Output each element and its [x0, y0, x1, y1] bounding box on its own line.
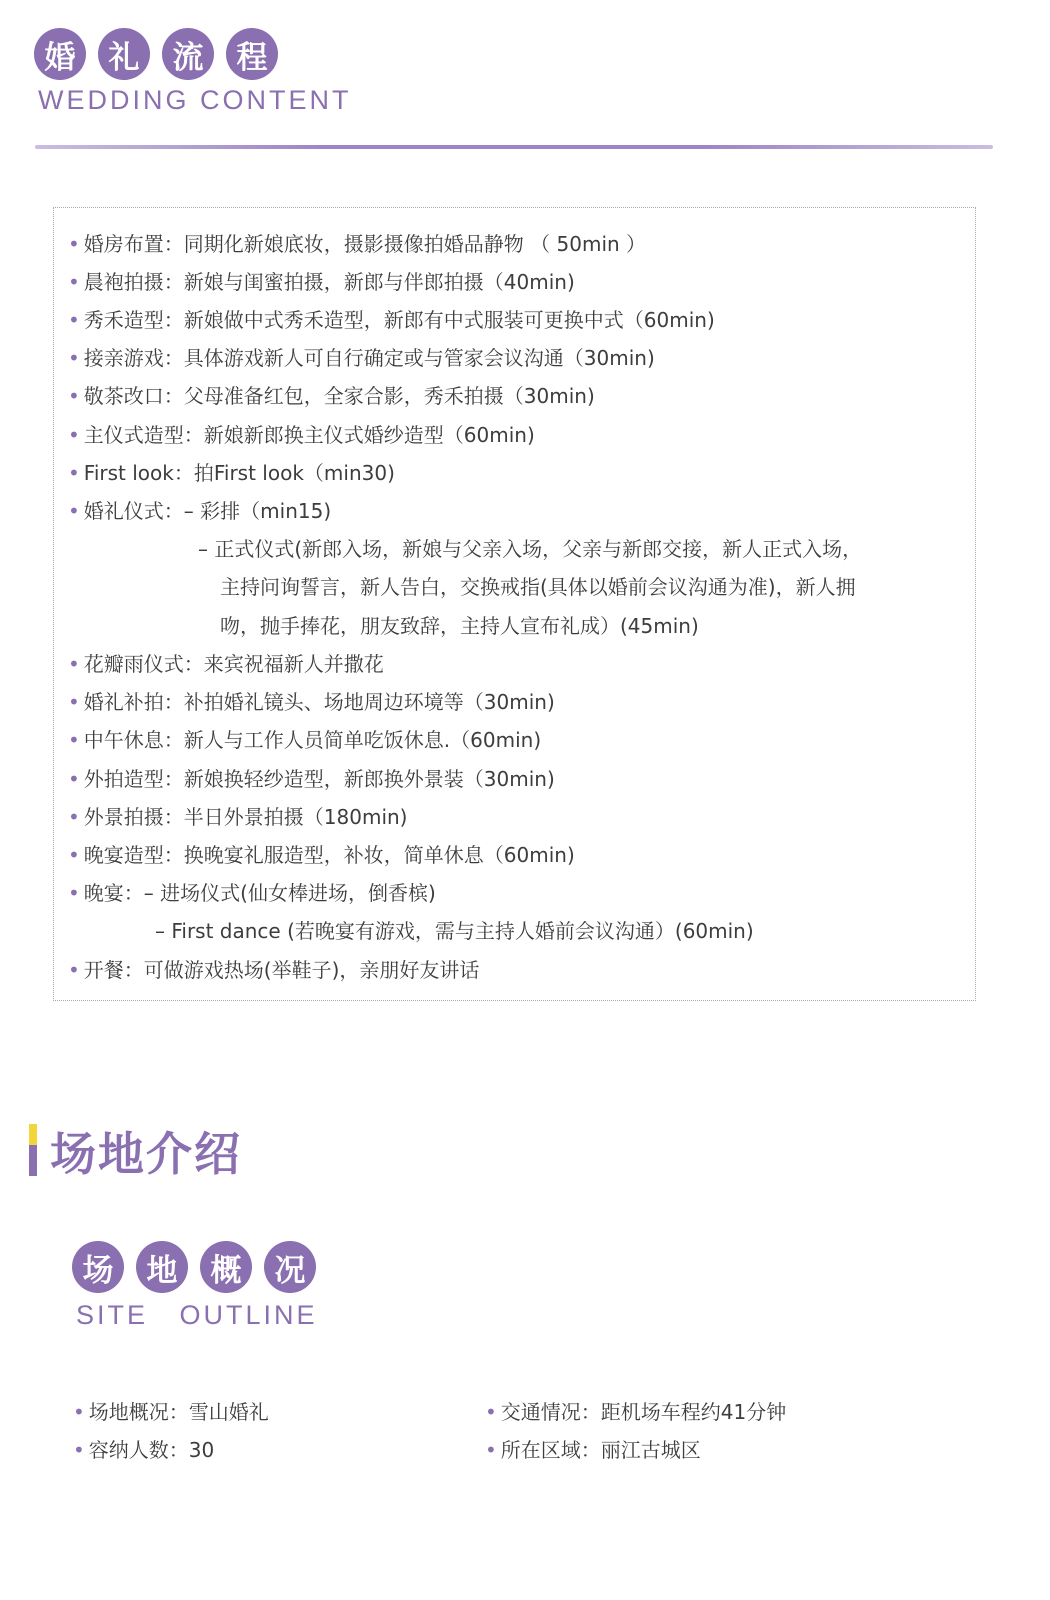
- program-item: [68, 763, 555, 792]
- venue-info-label: 容纳人数：: [88, 1438, 189, 1462]
- program-subitem: [198, 533, 862, 562]
- program-text: 晚宴：– 进场仪式(仙女棒进场，倒香槟): [83, 881, 436, 905]
- bullet-icon: •: [73, 1438, 85, 1462]
- wedding-title-circles: [34, 28, 278, 80]
- wedding-subtitle: WEDDING CONTENT: [38, 85, 352, 115]
- program-text: 外景拍摄：半日外景拍摄（180min): [83, 805, 408, 829]
- program-item: [68, 495, 331, 524]
- program-text: First look：拍First look（min30): [83, 461, 395, 485]
- bullet-icon: •: [68, 308, 80, 332]
- program-text: – First dance (若晚宴有游戏，需与主持人婚前会议沟通）(60min): [155, 919, 754, 943]
- program-item: [68, 457, 395, 486]
- program-item: [68, 342, 655, 371]
- bullet-icon: •: [485, 1400, 497, 1424]
- program-text: 主仪式造型：新娘新郎换主仪式婚纱造型（60min): [83, 423, 535, 447]
- title-char: 流: [162, 28, 214, 80]
- program-text: 外拍造型：新娘换轻纱造型，新郎换外景装（30min): [83, 767, 555, 791]
- program-item: [68, 228, 646, 257]
- site-title-char: 概: [200, 1241, 252, 1293]
- bullet-icon: •: [68, 232, 80, 256]
- title-char: 婚: [34, 28, 86, 80]
- title-char: 程: [226, 28, 278, 80]
- program-text: 花瓣雨仪式：来宾祝福新人并撒花: [83, 652, 384, 676]
- site-title-char: 场: [72, 1241, 124, 1293]
- venue-info-item: [73, 1396, 269, 1425]
- venue-info-label: 场地概况：: [88, 1400, 189, 1424]
- bullet-icon: •: [68, 384, 80, 408]
- program-item: [68, 954, 479, 983]
- program-subitem: [155, 915, 754, 944]
- site-subtitle: SITE OUTLINE: [76, 1300, 318, 1330]
- site-title-char: 况: [264, 1241, 316, 1293]
- venue-info-item: [485, 1396, 786, 1425]
- program-text: 开餐：可做游戏热场(举鞋子)，亲朋好友讲话: [83, 958, 480, 982]
- program-text: 婚房布置：同期化新娘底妆，摄影摄像拍婚品静物 （ 50min ）: [83, 232, 647, 256]
- program-text: 秀禾造型：新娘做中式秀禾造型，新郎有中式服装可更换中式（60min): [83, 308, 715, 332]
- bullet-icon: •: [68, 423, 80, 447]
- program-subitem: [220, 610, 699, 639]
- program-subitem: [220, 571, 856, 600]
- bullet-icon: •: [68, 728, 80, 752]
- title-char: 礼: [98, 28, 150, 80]
- program-text: 吻，抛手捧花，朋友致辞，主持人宣布礼成）(45min): [220, 614, 699, 638]
- bullet-icon: •: [68, 690, 80, 714]
- program-item: [68, 304, 715, 333]
- program-item: [68, 648, 384, 677]
- bullet-icon: •: [68, 652, 80, 676]
- bullet-icon: •: [68, 958, 80, 982]
- program-text: 婚礼仪式：– 彩排（min15): [83, 499, 332, 523]
- site-title-char: 地: [136, 1241, 188, 1293]
- program-item: [68, 686, 555, 715]
- program-item: [68, 380, 595, 409]
- bullet-icon: •: [68, 346, 80, 370]
- program-text: 中午休息：新人与工作人员简单吃饭休息.（60min): [83, 728, 542, 752]
- bullet-icon: •: [73, 1400, 85, 1424]
- venue-info-item: [73, 1434, 214, 1463]
- bullet-icon: •: [68, 843, 80, 867]
- bullet-icon: •: [68, 805, 80, 829]
- bullet-icon: •: [68, 461, 80, 485]
- bullet-icon: •: [68, 499, 80, 523]
- program-item: [68, 877, 436, 906]
- venue-info-value: 丽江古城区: [600, 1438, 701, 1462]
- bullet-icon: •: [68, 881, 80, 905]
- bullet-icon: •: [485, 1438, 497, 1462]
- program-text: 婚礼补拍：补拍婚礼镜头、场地周边环境等（30min): [83, 690, 555, 714]
- program-text: 敬茶改口：父母准备红包，全家合影，秀禾拍摄（30min): [83, 384, 595, 408]
- program-text: 主持问询誓言，新人告白，交换戒指(具体以婚前会议沟通为准)，新人拥: [220, 575, 856, 599]
- section-title: 场地介绍: [50, 1127, 242, 1181]
- bullet-icon: •: [68, 270, 80, 294]
- site-title-circles: [72, 1241, 316, 1293]
- venue-info-item: [485, 1434, 701, 1463]
- program-item: [68, 266, 575, 295]
- venue-info-label: 所在区域：: [500, 1438, 601, 1462]
- program-text: 晚宴造型：换晚宴礼服造型，补妆，简单休息（60min): [83, 843, 575, 867]
- program-text: 晨袍拍摄：新娘与闺蜜拍摄，新郎与伴郎拍摄（40min): [83, 270, 575, 294]
- program-item: [68, 839, 575, 868]
- venue-info-value: 30: [188, 1438, 215, 1462]
- venue-info-value: 雪山婚礼: [188, 1400, 269, 1424]
- program-item: [68, 724, 541, 753]
- header-divider: [35, 145, 993, 149]
- venue-info-value: 距机场车程约41分钟: [600, 1400, 787, 1424]
- program-item: [68, 419, 535, 448]
- venue-info-label: 交通情况：: [500, 1400, 601, 1424]
- program-item: [68, 801, 408, 830]
- program-text: – 正式仪式(新郎入场，新娘与父亲入场，父亲与新郎交接，新人正式入场，: [198, 537, 863, 561]
- bullet-icon: •: [68, 767, 80, 791]
- section-accent-bar: [29, 1124, 37, 1176]
- program-text: 接亲游戏：具体游戏新人可自行确定或与管家会议沟通（30min): [83, 346, 655, 370]
